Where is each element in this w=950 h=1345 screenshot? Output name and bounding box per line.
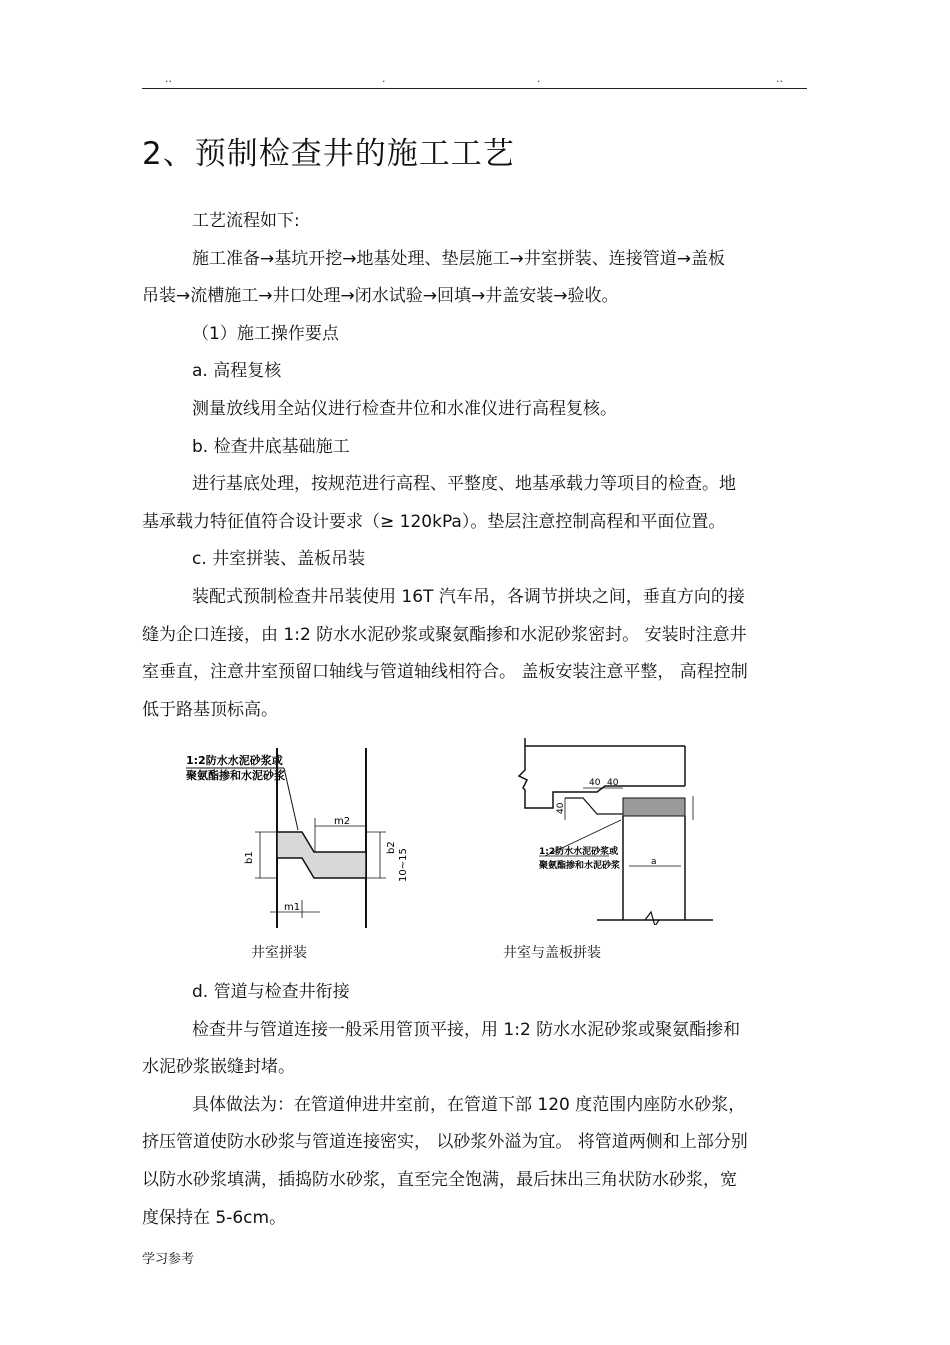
well-chamber-assembly-diagram <box>180 740 420 935</box>
text-line: 装配式预制检查井吊装使用 16T 汽车吊，各调节拼块之间，垂直方向的接 <box>192 586 745 607</box>
text-line: 检查井与管道连接一般采用管顶平接，用 1:2 防水水泥砂浆或聚氨酯掺和 <box>192 1019 741 1040</box>
text-line: 缝为企口连接，由 1:2 防水水泥砂浆或聚氨酯掺和水泥砂浆密封。 安装时注意井 <box>142 624 747 645</box>
dim-40-b: 40 <box>607 778 619 788</box>
header-rule <box>142 88 807 89</box>
header-dots-4: .. <box>776 72 783 85</box>
text-line: 以防水砂浆填满，插捣防水砂浆，直至完全饱满，最后抹出三角状防水砂浆，宽 <box>142 1169 737 1190</box>
dim-m1: m1 <box>284 902 301 913</box>
dim-m2: m2 <box>334 816 351 827</box>
left-note-2: 聚氨酯掺和水泥砂浆 <box>186 769 285 782</box>
text-line: 吊装→流槽施工→井口处理→闭水试验→回填→井盖安装→验收。 <box>142 286 619 307</box>
dim-40-c: 40 <box>556 802 566 814</box>
text-line: 工艺流程如下: <box>192 211 300 231</box>
text-line: （1）施工操作要点 <box>192 323 339 344</box>
header-dots-1: .. <box>165 72 172 85</box>
chamber-cover-assembly-diagram <box>505 730 725 925</box>
header-dots-3: . <box>537 72 541 85</box>
page-footer: 学习参考 <box>142 1252 195 1267</box>
text-line: 测量放线用全站仪进行检查井位和水准仪进行高程复核。 <box>192 398 617 419</box>
left-note-1: 1:2防水水泥砂浆或 <box>186 754 283 767</box>
text-line: a. 高程复核 <box>192 361 282 382</box>
body-block-1 <box>142 203 807 729</box>
text-line: d. 管道与检查井衔接 <box>192 982 350 1002</box>
right-note-2: 聚氨酯掺和水泥砂浆 <box>539 861 621 871</box>
dim-a: a <box>651 857 657 867</box>
text-line: c. 井室拼装、盖板吊装 <box>192 549 366 570</box>
right-note-1: 1:2防水水泥砂浆或 <box>539 847 619 857</box>
text-line: 进行基底处理，按规范进行高程、平整度、地基承载力等项目的检查。地 <box>192 474 736 495</box>
text-line: 低于路基顶标高。 <box>142 699 278 720</box>
right-figure-caption: 井室与盖板拼装 <box>503 945 601 961</box>
text-line: 度保持在 5-6cm。 <box>142 1207 287 1228</box>
dim-b2: b2 <box>386 841 397 854</box>
left-figure-caption: 井室拼装 <box>251 945 307 961</box>
dim-10-15: 10~15 <box>398 848 409 882</box>
section-title: 2、预制检查井的施工工艺 <box>142 136 515 172</box>
text-line: 室垂直，注意井室预留口轴线与管道轴线相符合。 盖板安装注意平整， 高程控制 <box>142 662 748 683</box>
dim-40-a: 40 <box>589 778 601 788</box>
dim-b1: b1 <box>244 851 255 864</box>
text-line: 施工准备→基坑开挖→地基处理、垫层施工→井室拼装、连接管道→盖板 <box>192 248 725 269</box>
text-line: 水泥砂浆嵌缝封堵。 <box>142 1057 295 1078</box>
text-line: b. 检查井底基础施工 <box>192 436 350 457</box>
text-line: 基承载力特征值符合设计要求（≥ 120kPa）。垫层注意控制高程和平面位置。 <box>142 511 726 532</box>
text-line: 具体做法为：在管道伸进井室前，在管道下部 120 度范围内座防水砂浆， <box>192 1094 746 1115</box>
header-dots-2: . <box>382 72 386 85</box>
body-block-2 <box>142 974 807 1237</box>
text-line: 挤压管道使防水砂浆与管道连接密实， 以砂浆外溢为宜。 将管道两侧和上部分别 <box>142 1132 748 1153</box>
